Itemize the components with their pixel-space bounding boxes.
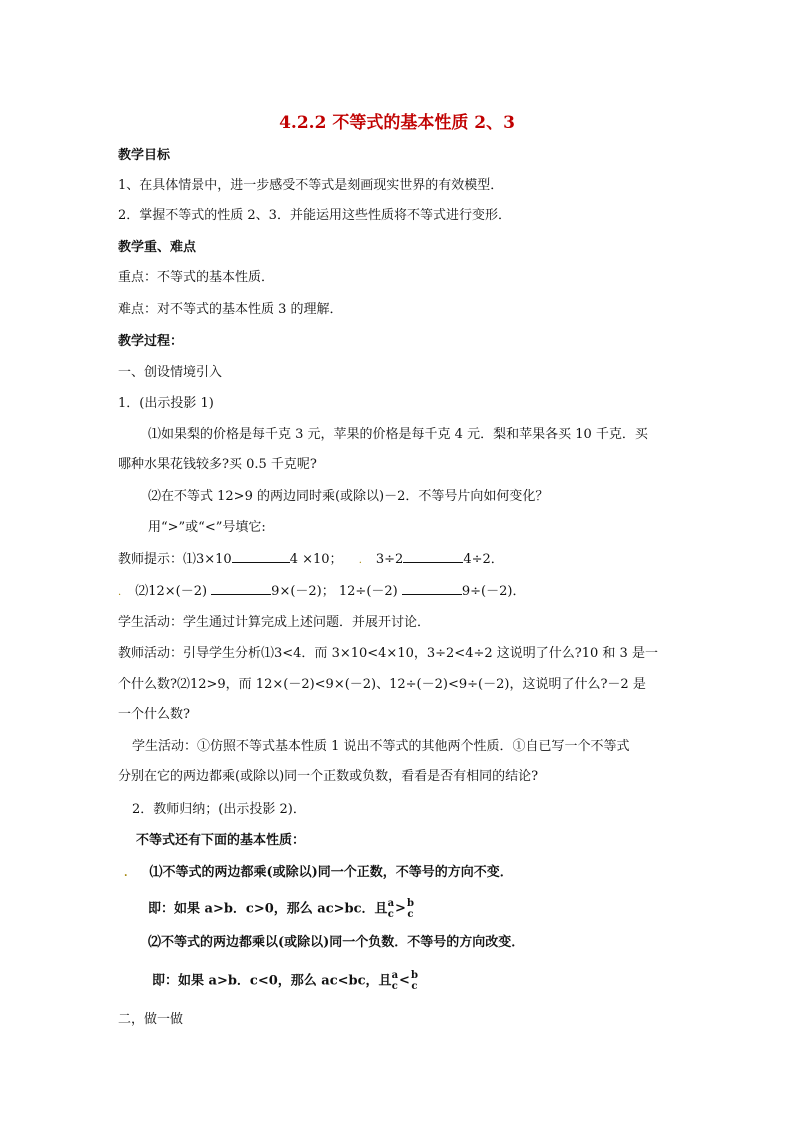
property-3-formula xyxy=(152,970,418,992)
teacher-hint-line-1 xyxy=(118,550,504,570)
less-than-sign: < xyxy=(399,973,410,988)
student-activity-2-line-1: 学生活动：①仿照不等式基本性质 1 说出不等式的其他两个性质．①自已写一个不等式 xyxy=(132,739,630,754)
property-2 xyxy=(124,864,513,883)
fraction-b-over-c: b c xyxy=(406,898,414,920)
student-activity-1: 学生活动：学生通过计算完成上述问题．并展开讨论． xyxy=(118,615,431,630)
dot-mark: . xyxy=(124,868,128,879)
property-2-formula xyxy=(148,898,414,920)
fraction-b-over-c: b c xyxy=(410,970,418,992)
question-1-line-2: 哪种水果花钱较多?买 0.5 千克呢? xyxy=(118,457,317,472)
greater-than-sign: > xyxy=(395,901,406,916)
answer-blank[interactable] xyxy=(403,550,463,563)
student-activity-2-line-2: 分别在它的两边都乘(或除以)同一个正数或负数，看看是否有相同的结论? xyxy=(118,769,539,784)
teacher-activity-line-2: 个什么数?⑵12>9，而 12×(－2)<9×(－2)、12÷(－2)<9÷(－2)，这说明了什么?－2 是 xyxy=(118,677,646,692)
answer-blank[interactable] xyxy=(232,550,290,563)
hint-text: 9÷(－2)． xyxy=(461,584,526,599)
property-3: ⑵不等式的两边都乘以(或除以)同一个负数．不等号的方向改变． xyxy=(148,935,525,950)
formula-text: 即：如果 a>b．c<0，那么 ac<bc，且 xyxy=(152,973,392,989)
goal-1: 1、在具体情景中，进一步感受不等式是刻画现实世界的有效模型． xyxy=(118,178,504,193)
hint-text: 4 ×10； xyxy=(289,552,343,567)
difficult-point: 难点：对不等式的基本性质 3 的理解． xyxy=(118,302,343,317)
hint-text: 3÷2 xyxy=(375,552,404,567)
item-1: 1．(出示投影 1) xyxy=(118,396,214,411)
section-process: 教学过程： xyxy=(118,334,184,349)
page-title: 4.2.2 不等式的基本性质 2、3 xyxy=(279,113,515,133)
section-goals: 教学目标 xyxy=(118,148,171,163)
hint-text: 9×(－2)； 12÷(－2) xyxy=(271,584,402,599)
key-point: 重点：不等式的基本性质． xyxy=(118,270,275,285)
fill-instruction: 用“>”或“<”号填它: xyxy=(148,520,266,535)
question-2: ⑵在不等式 12>9 的两边同时乘(或除以)－2．不等号片向如何变化？ xyxy=(148,489,549,504)
goal-2: 2．掌握不等式的性质 2、3．并能运用这些性质将不等式进行变形． xyxy=(118,208,511,223)
property-2-text: ⑴不等式的两边都乘(或除以)同一个正数，不等号的方向不变． xyxy=(149,865,513,880)
formula-text: 即：如果 a>b．c>0，那么 ac>bc．且 xyxy=(148,901,388,917)
fraction-a-over-c: a c xyxy=(387,898,395,920)
part-2-heading: 二，做一做 xyxy=(118,1012,184,1027)
fraction-a-over-c: a c xyxy=(391,970,399,992)
teacher-activity-line-3: 一个什么数? xyxy=(118,707,190,722)
dot-mark: . xyxy=(118,587,122,598)
question-1-line-1: ⑴如果梨的价格是每千克 3 元，苹果的价格是每千克 4 元．梨和苹果各买 10 千克．买 xyxy=(148,427,648,442)
teacher-activity-line-1: 教师活动：引导学生分析⑴3<4．而 3×10<4×10，3÷2<4÷2 这说明了什么?10 和 3 是一 xyxy=(118,646,658,661)
answer-blank[interactable] xyxy=(211,582,271,595)
answer-blank[interactable] xyxy=(402,582,462,595)
hint-text: 教师提示：⑴3×10 xyxy=(118,552,232,567)
teacher-hint-line-2 xyxy=(118,582,525,602)
section-key-points: 教学重、难点 xyxy=(118,240,197,255)
part-1-heading: 一、创设情境引入 xyxy=(118,365,223,380)
hint-text: ⑵12×(－2) xyxy=(135,584,212,599)
property-heading: 不等式还有下面的基本性质： xyxy=(136,833,306,848)
item-2: 2．教师归纳；(出示投影 2)． xyxy=(132,802,306,817)
dot-mark: . xyxy=(358,555,362,566)
hint-text: 4÷2． xyxy=(463,552,504,567)
